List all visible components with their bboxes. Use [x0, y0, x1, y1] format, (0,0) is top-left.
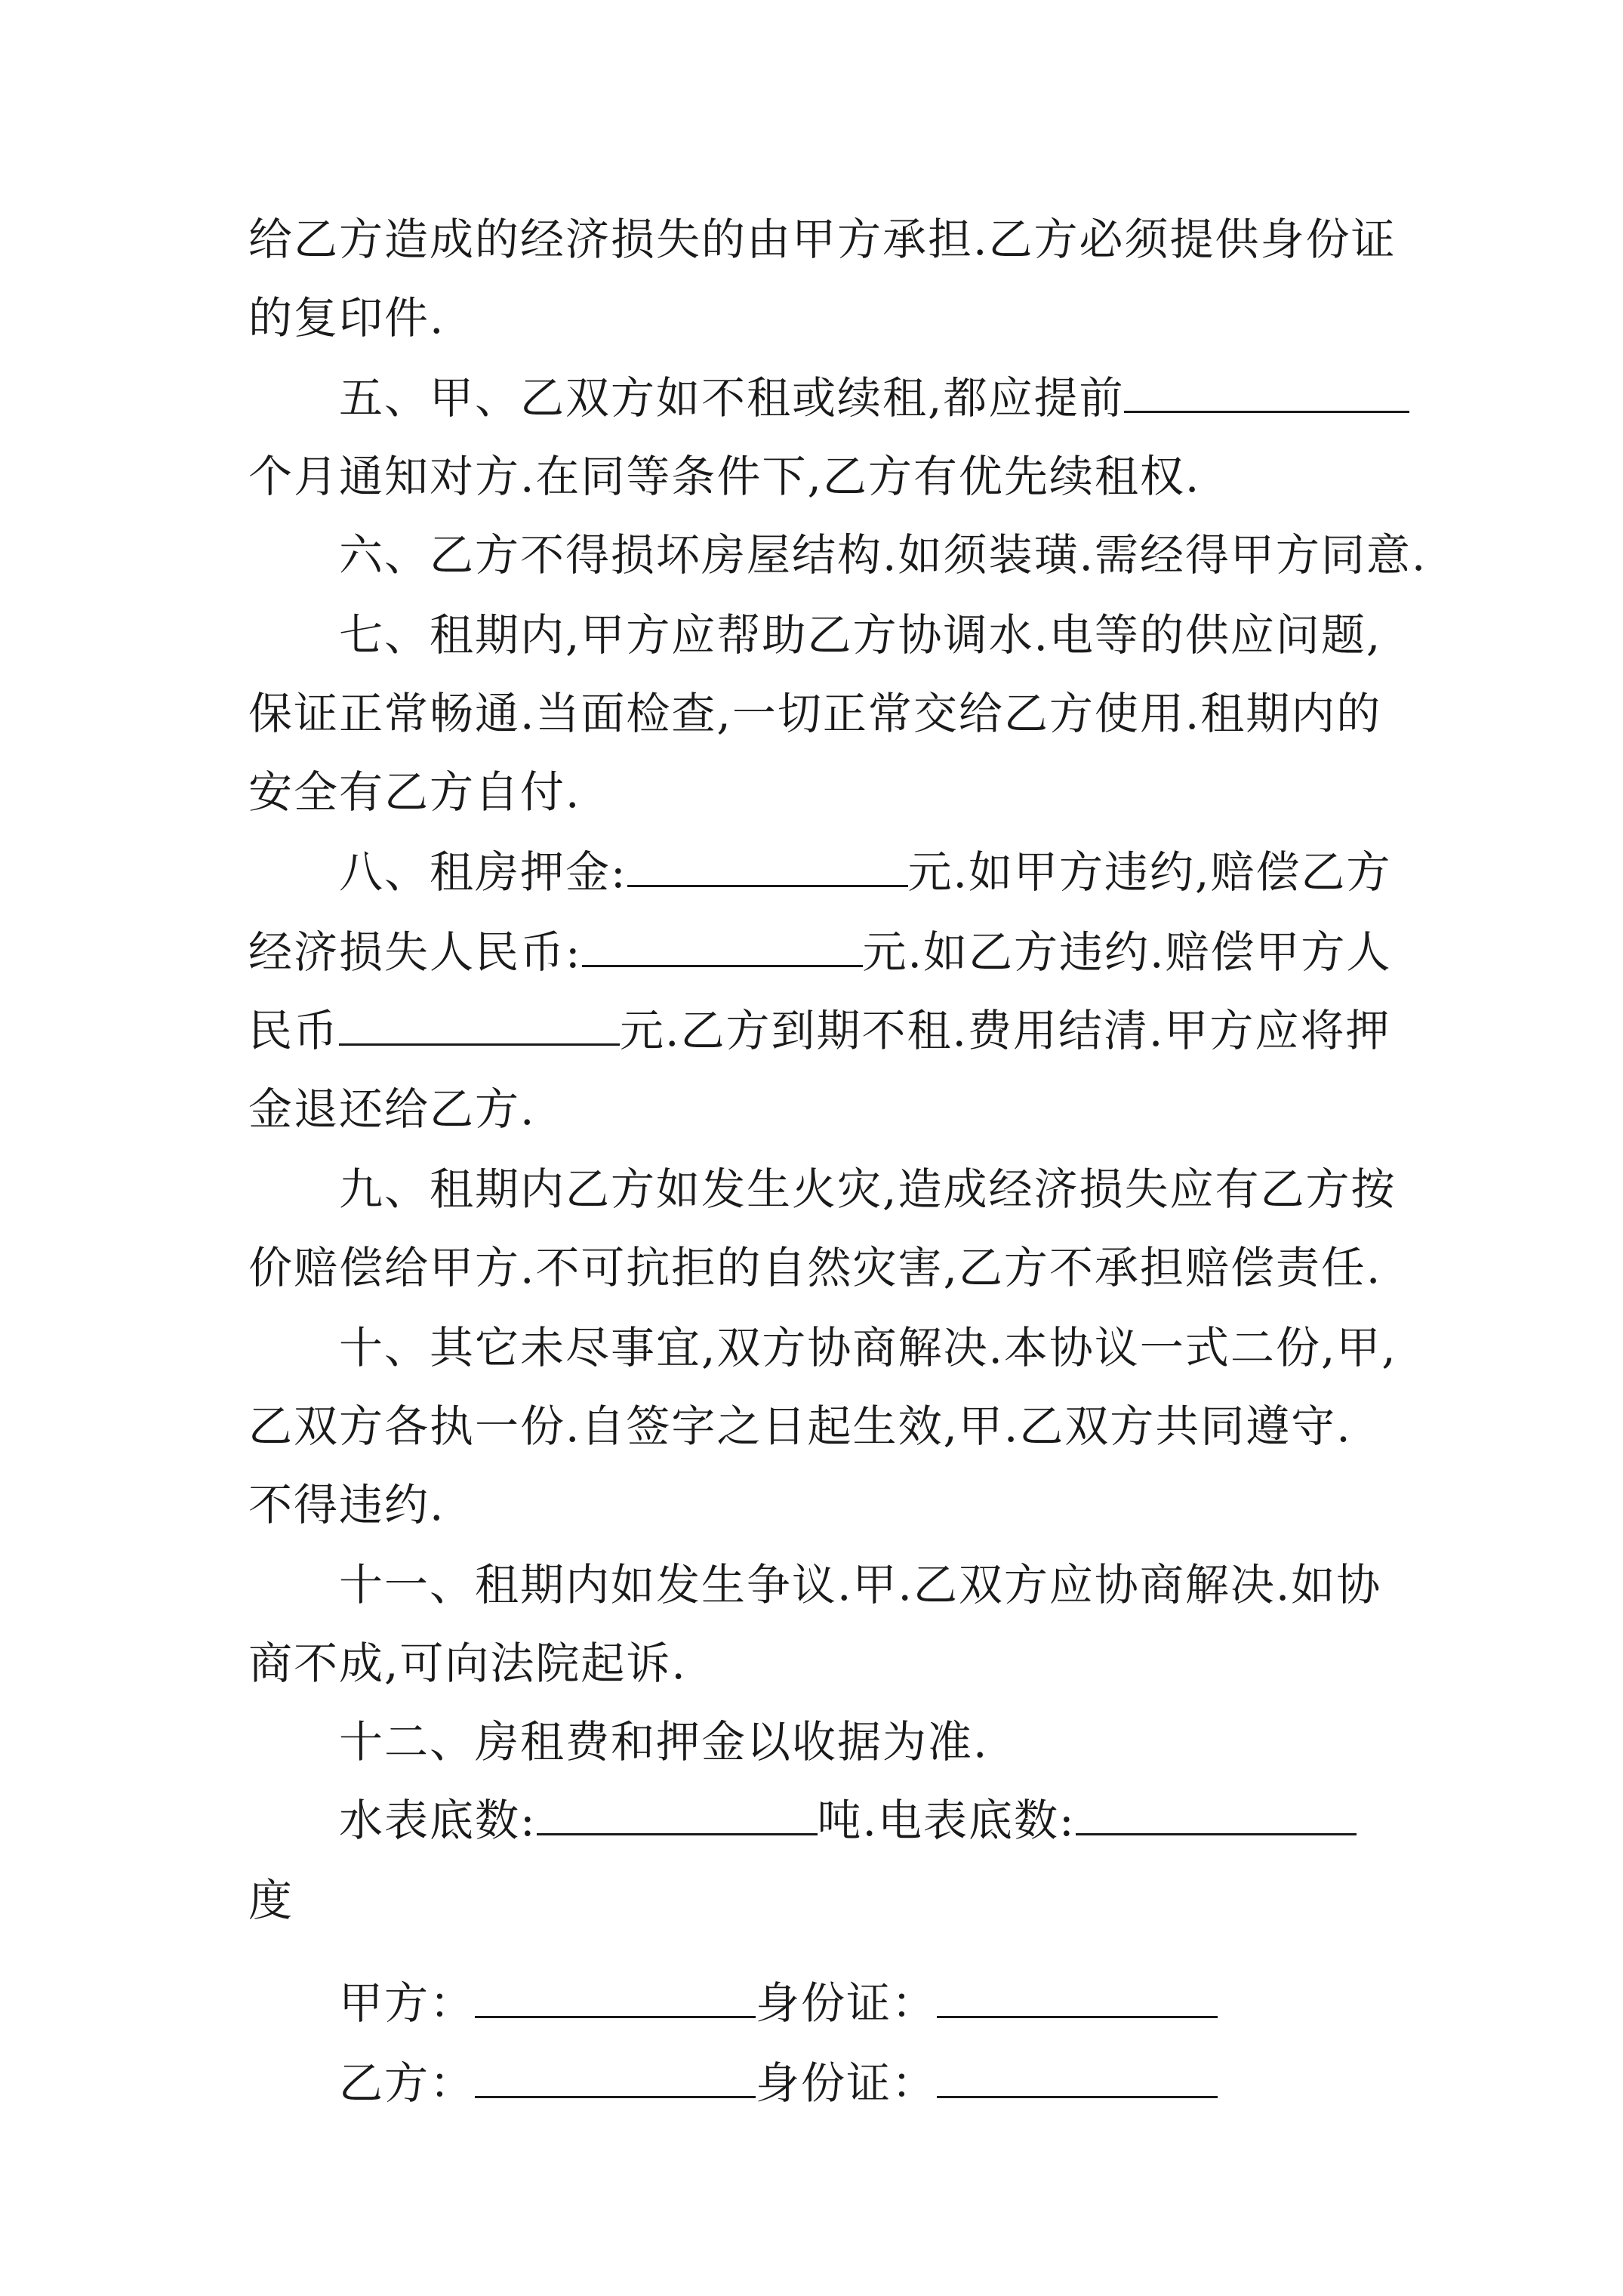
text-line: 水表底数: 吨.电表底数: [339, 1794, 1390, 1847]
text-line: 六、乙方不得损坏房屋结构.如须装璜.需经得甲方同意. [339, 529, 1427, 581]
text-line: 十一、租期内如发生争议.甲.乙双方应协商解决.如协 [339, 1559, 1382, 1610]
text-line: 金退还给乙方. [248, 1083, 536, 1135]
text-line: 十、其它未尽事宜,双方协商解决.本协议一式二份,甲, [339, 1322, 1397, 1373]
id-number-blank[interactable] [937, 1977, 1218, 2018]
text-line: 甲方： 身份证： [339, 1977, 1390, 2029]
text-line: 价赔偿给甲方.不可抗拒的自然灾害,乙方不承担赔偿责任. [248, 1242, 1382, 1293]
text-line: 七、租期内,甲方应帮助乙方协调水.电等的供应问题, [339, 609, 1382, 661]
fill-blank[interactable] [627, 846, 908, 887]
text-line: 安全有乙方自付. [248, 766, 581, 818]
text-line: 十二、房租费和押金以收据为准. [339, 1716, 989, 1767]
signature-blank[interactable] [475, 1977, 756, 2018]
fill-blank[interactable] [537, 1794, 818, 1835]
text-line: 度 [248, 1875, 294, 1926]
text-line: 民币 元.乙方到期不租.费用结清.甲方应将押 [248, 1005, 1391, 1056]
id-number-blank[interactable] [937, 2057, 1218, 2098]
fill-blank[interactable] [582, 926, 863, 967]
signature-blank[interactable] [475, 2057, 756, 2098]
text-line: 给乙方造成的经济损失的由甲方承担.乙方必须提供身份证 [248, 214, 1397, 265]
fill-blank[interactable] [1124, 371, 1409, 413]
text-line: 乙双方各执一份.自签字之日起生效,甲.乙双方共同遵守. [248, 1401, 1352, 1452]
text-line: 保证正常畅通.当面检查,一切正常交给乙方使用.租期内的 [248, 688, 1382, 739]
text-line: 乙方： 身份证： [339, 2057, 1390, 2110]
text-line: 五、甲、乙双方如不租或续租,都应提前 [339, 371, 1390, 424]
text-line: 经济损失人民币: 元.如乙方违约.赔偿甲方人 [248, 926, 1392, 978]
text-line: 的复印件. [248, 292, 445, 344]
text-line: 商不成,可向法院起诉. [248, 1638, 687, 1689]
text-line: 八、租房押金: 元.如甲方违约,赔偿乙方 [339, 846, 1392, 898]
text-line: 不得违约. [248, 1479, 445, 1530]
fill-blank[interactable] [1076, 1794, 1357, 1835]
text-line: 个月通知对方.在同等条件下,乙方有优先续租权. [248, 451, 1201, 502]
text-line: 九、租期内乙方如发生火灾,造成经济损失应有乙方按 [339, 1163, 1397, 1215]
fill-blank[interactable] [339, 1004, 620, 1046]
